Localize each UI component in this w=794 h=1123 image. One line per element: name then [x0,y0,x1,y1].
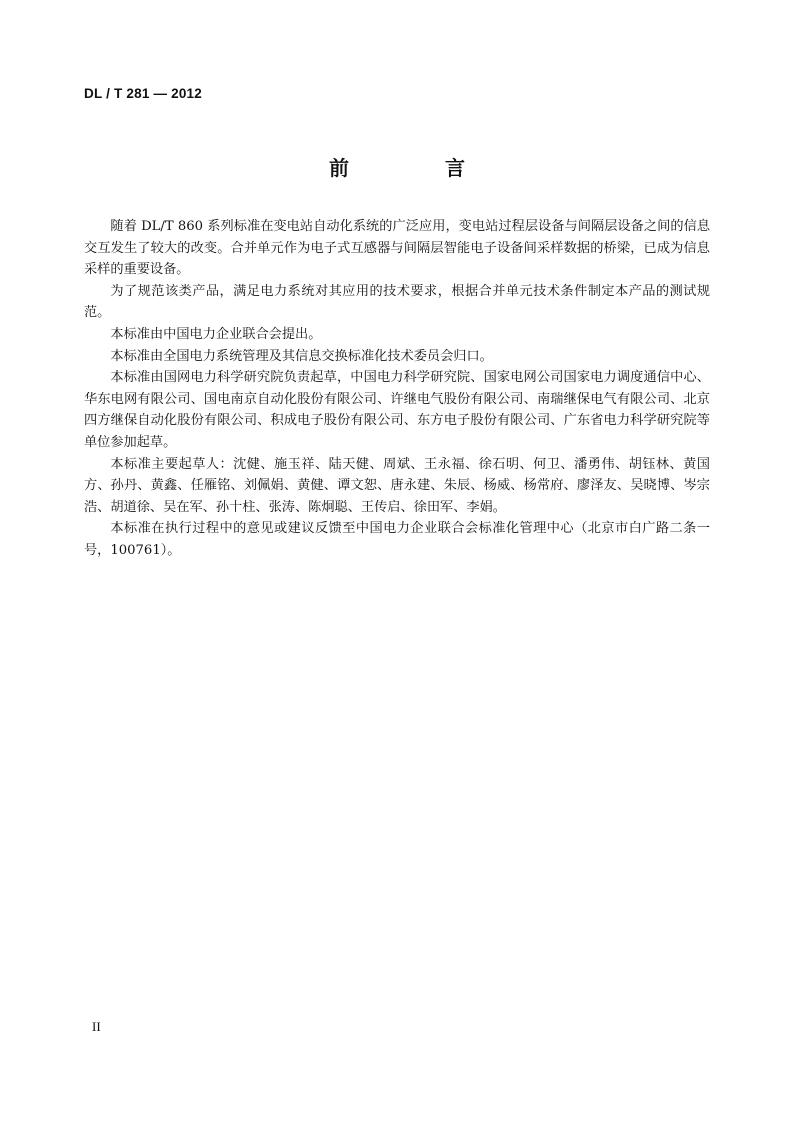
page-number: II [92,1019,101,1034]
paragraph-proposer: 本标准由中国电力企业联合会提出。 [110,326,322,342]
paragraph-purpose: 为了规范该类产品，满足电力系统对其应用的技术要求，根据合并单元技术条件制定本产品的测试规范。 [84,283,710,321]
page-title: 前 言 [329,156,503,180]
standard-code: DL / T 281 — 2012 [84,86,202,101]
paragraph-drafters: 本标准主要起草人：沈健、施玉祥、陆天健、周斌、王永福、徐石明、何卫、潘勇伟、胡钰林、黄国方、孙丹、黄鑫、任雁铭、刘佩娟、黄健、谭文恕、唐永建、朱辰、杨威、杨常府、廖泽友、吴晓博、岑宗浩、胡道徐、吴在军、孙十柱、张涛、陈炯聪、王传启、徐田军、李娟。 [84,456,710,515]
foreword-body [84,216,710,562]
paragraph-administration: 本标准由全国电力系统管理及其信息交换标准化技术委员会归口。 [110,348,493,364]
paragraph-drafting-units: 本标准由国网电力科学研究院负责起草，中国电力科学研究院、国家电网公司国家电力调度通信中心、华东电网有限公司、国电南京自动化股份有限公司、许继电气股份有限公司、南瑞继保电气有限公司、北京四方继保自动化股份有限公司、积成电子股份有限公司、东方电子股份有限公司、广东省电力科学研究院等单位参加起草。 [84,370,710,450]
paragraph-feedback: 本标准在执行过程中的意见或建议反馈至中国电力企业联合会标准化管理中心（北京市白广路二条一号，100761）。 [84,521,710,558]
paragraph-background: 随着 DL/T 860 系列标准在变电站自动化系统的广泛应用，变电站过程层设备与间隔层设备之间的信息交互发生了较大的改变。合并单元作为电子式互感器与间隔层智能电子设备间采样数据的桥梁，已成为信息采样的重要设备。 [84,219,710,278]
